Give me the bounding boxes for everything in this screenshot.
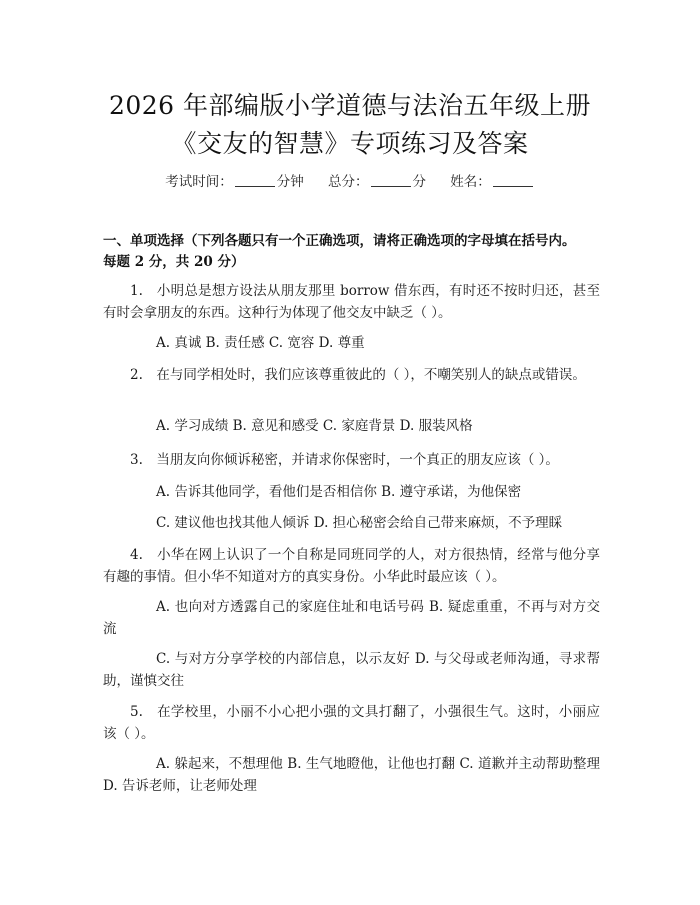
question-1: 1. 小明总是想方设法从朋友那里 borrow 借东西，有时还不按时归还，甚至有时会拿朋友的东西。这种行为体现了他交友中缺乏（ ）。 <box>103 283 600 321</box>
section-heading-line2: 每题 2 分，共 20 分） <box>103 254 245 270</box>
exam-time-label: 考试时间： <box>165 174 233 190</box>
section-heading-line1: 一、单项选择（下列各题只有一个正确选项，请将正确选项的字母填在括号内。 <box>103 233 576 249</box>
total-score-label: 总分： <box>328 174 369 190</box>
question-2: 2. 在与同学相处时，我们应该尊重彼此的（ ），不嘲笑别人的缺点或错误。 <box>130 367 586 383</box>
question-4-options-cd: C. 与对方分享学校的内部信息，以示友好 D. 与父母或老师沟通，寻求帮助，谨慎交往 <box>103 651 600 689</box>
name-label: 姓名： <box>450 174 491 190</box>
total-score-blank <box>371 174 411 187</box>
question-4: 4. 小华在网上认识了一个自称是同班同学的人，对方很热情，经常与他分享有趣的事情。但小华不知道对方的真实身份。小华此时最应该（ ）。 <box>103 547 600 585</box>
total-score-field <box>328 174 430 190</box>
exam-info-row <box>0 170 700 190</box>
total-score-unit: 分 <box>412 174 426 190</box>
question-3-options-ab: A. 告诉其他同学，看他们是否相信你 B. 遵守承诺，为他保密 <box>156 484 522 500</box>
document-title-line1: 2026 年部编版小学道德与法治五年级上册 <box>108 91 592 120</box>
name-field <box>450 174 535 190</box>
question-3: 3. 当朋友向你倾诉秘密，并请求你保密时，一个真正的朋友应该（ ）。 <box>130 452 559 468</box>
exam-time-unit: 分钟 <box>276 174 304 190</box>
question-1-options: A. 真诚 B. 责任感 C. 宽容 D. 尊重 <box>156 335 365 351</box>
name-blank <box>493 174 533 187</box>
question-5-options: A. 躲起来，不想理他 B. 生气地瞪他，让他也打翻 C. 道歉并主动帮助整理 D. 告诉老师，让老师处理 <box>103 756 600 794</box>
question-4-options-ab: A. 也向对方透露自己的家庭住址和电话号码 B. 疑虑重重，不再与对方交流 <box>103 599 600 637</box>
exam-time-field <box>165 174 308 190</box>
question-2-options: A. 学习成绩 B. 意见和感受 C. 家庭背景 D. 服装风格 <box>156 418 473 434</box>
section-heading <box>103 231 603 273</box>
exam-time-blank <box>235 174 275 187</box>
question-3-options-cd: C. 建议他也找其他人倾诉 D. 担心秘密会给自己带来麻烦，不予理睬 <box>156 515 563 531</box>
document-title-line2: 《交友的智慧》专项练习及答案 <box>171 129 529 158</box>
question-5: 5. 在学校里，小丽不小心把小强的文具打翻了，小强很生气。这时，小丽应该（ ）。 <box>103 704 600 742</box>
